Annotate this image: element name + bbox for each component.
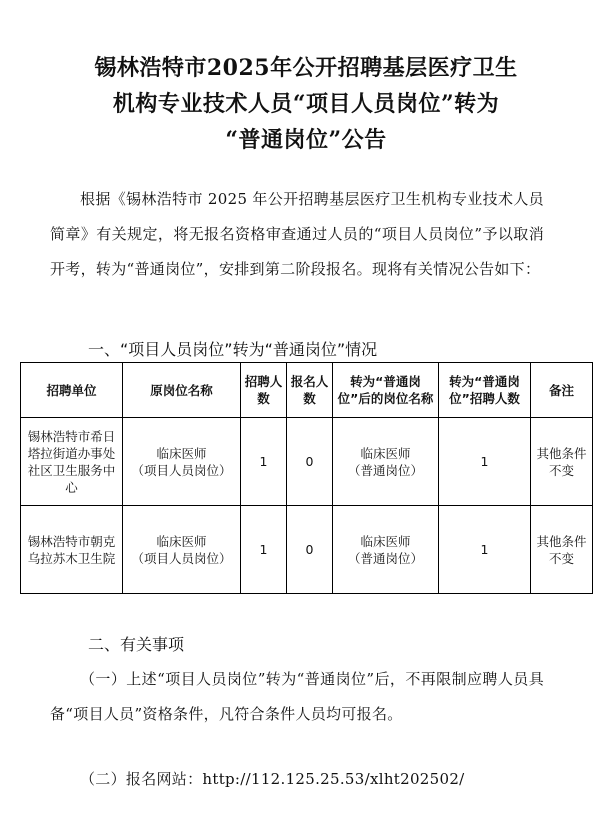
- notice-title: [30, 50, 582, 158]
- header-apply-count: 报名人数: [287, 363, 333, 418]
- title-line-1: 锡林浩特市2025年公开招聘基层医疗卫生: [94, 55, 518, 81]
- cell-original-position: [123, 418, 241, 506]
- cell-hire-count: 1: [241, 418, 287, 506]
- section-heading-1: 一、“项目人员岗位”转为“普通岗位”情况: [88, 340, 378, 359]
- section-heading-2: 二、有关事项: [88, 635, 185, 654]
- header-note: 备注: [531, 363, 593, 418]
- header-unit: 招聘单位: [21, 363, 123, 418]
- header-hire-count: 招聘人数: [241, 363, 287, 418]
- title-line-3: “普通岗位”公告: [225, 127, 387, 153]
- item-1-paragraph: （一）上述“项目人员岗位”转为“普通岗位”后，不再限制应聘人员具备“项目人员”资格条件，凡符合条件人员均可报名。: [50, 670, 544, 723]
- new-position-name: 临床医师: [360, 445, 411, 461]
- cell-unit: 锡林浩特市朝克乌拉苏木卫生院: [21, 506, 123, 594]
- table-header-row: [21, 363, 593, 418]
- cell-unit: 锡林浩特市希日塔拉街道办事处社区卫生服务中心: [21, 418, 123, 506]
- new-position-type: （普通岗位）: [347, 550, 423, 566]
- original-position-name: 临床医师: [156, 533, 207, 549]
- header-new-position: 转为“普通岗位”后的岗位名称: [333, 363, 439, 418]
- cell-new-position: [333, 418, 439, 506]
- cell-apply-count: 0: [287, 506, 333, 594]
- intro-paragraph: 根据《锡林浩特市 2025 年公开招聘基层医疗卫生机构专业技术人员简章》有关规定，将无报名资格审查通过人员的“项目人员岗位”予以取消开考，转为“普通岗位”，安排到第二阶段报名。现将有关情况公告如下：: [50, 190, 544, 278]
- header-original-position: 原岗位名称: [123, 363, 241, 418]
- table-row: [21, 418, 593, 506]
- original-position-name: 临床医师: [156, 445, 207, 461]
- position-table: [20, 362, 593, 594]
- cell-apply-count: 0: [287, 418, 333, 506]
- cell-new-position: [333, 506, 439, 594]
- item-2-paragraph: （二）报名网站：http://112.125.25.53/xlht202502/: [80, 770, 465, 788]
- new-position-type: （普通岗位）: [347, 462, 423, 478]
- original-position-type: （项目人员岗位）: [131, 550, 232, 566]
- title-line-2: 机构专业技术人员“项目人员岗位”转为: [112, 91, 500, 117]
- cell-original-position: [123, 506, 241, 594]
- table-row: [21, 506, 593, 594]
- cell-note: 其他条件不变: [531, 418, 593, 506]
- header-new-count: 转为“普通岗位”招聘人数: [439, 363, 531, 418]
- cell-hire-count: 1: [241, 506, 287, 594]
- original-position-type: （项目人员岗位）: [131, 462, 232, 478]
- cell-note: 其他条件不变: [531, 506, 593, 594]
- cell-new-count: 1: [439, 418, 531, 506]
- cell-new-count: 1: [439, 506, 531, 594]
- new-position-name: 临床医师: [360, 533, 411, 549]
